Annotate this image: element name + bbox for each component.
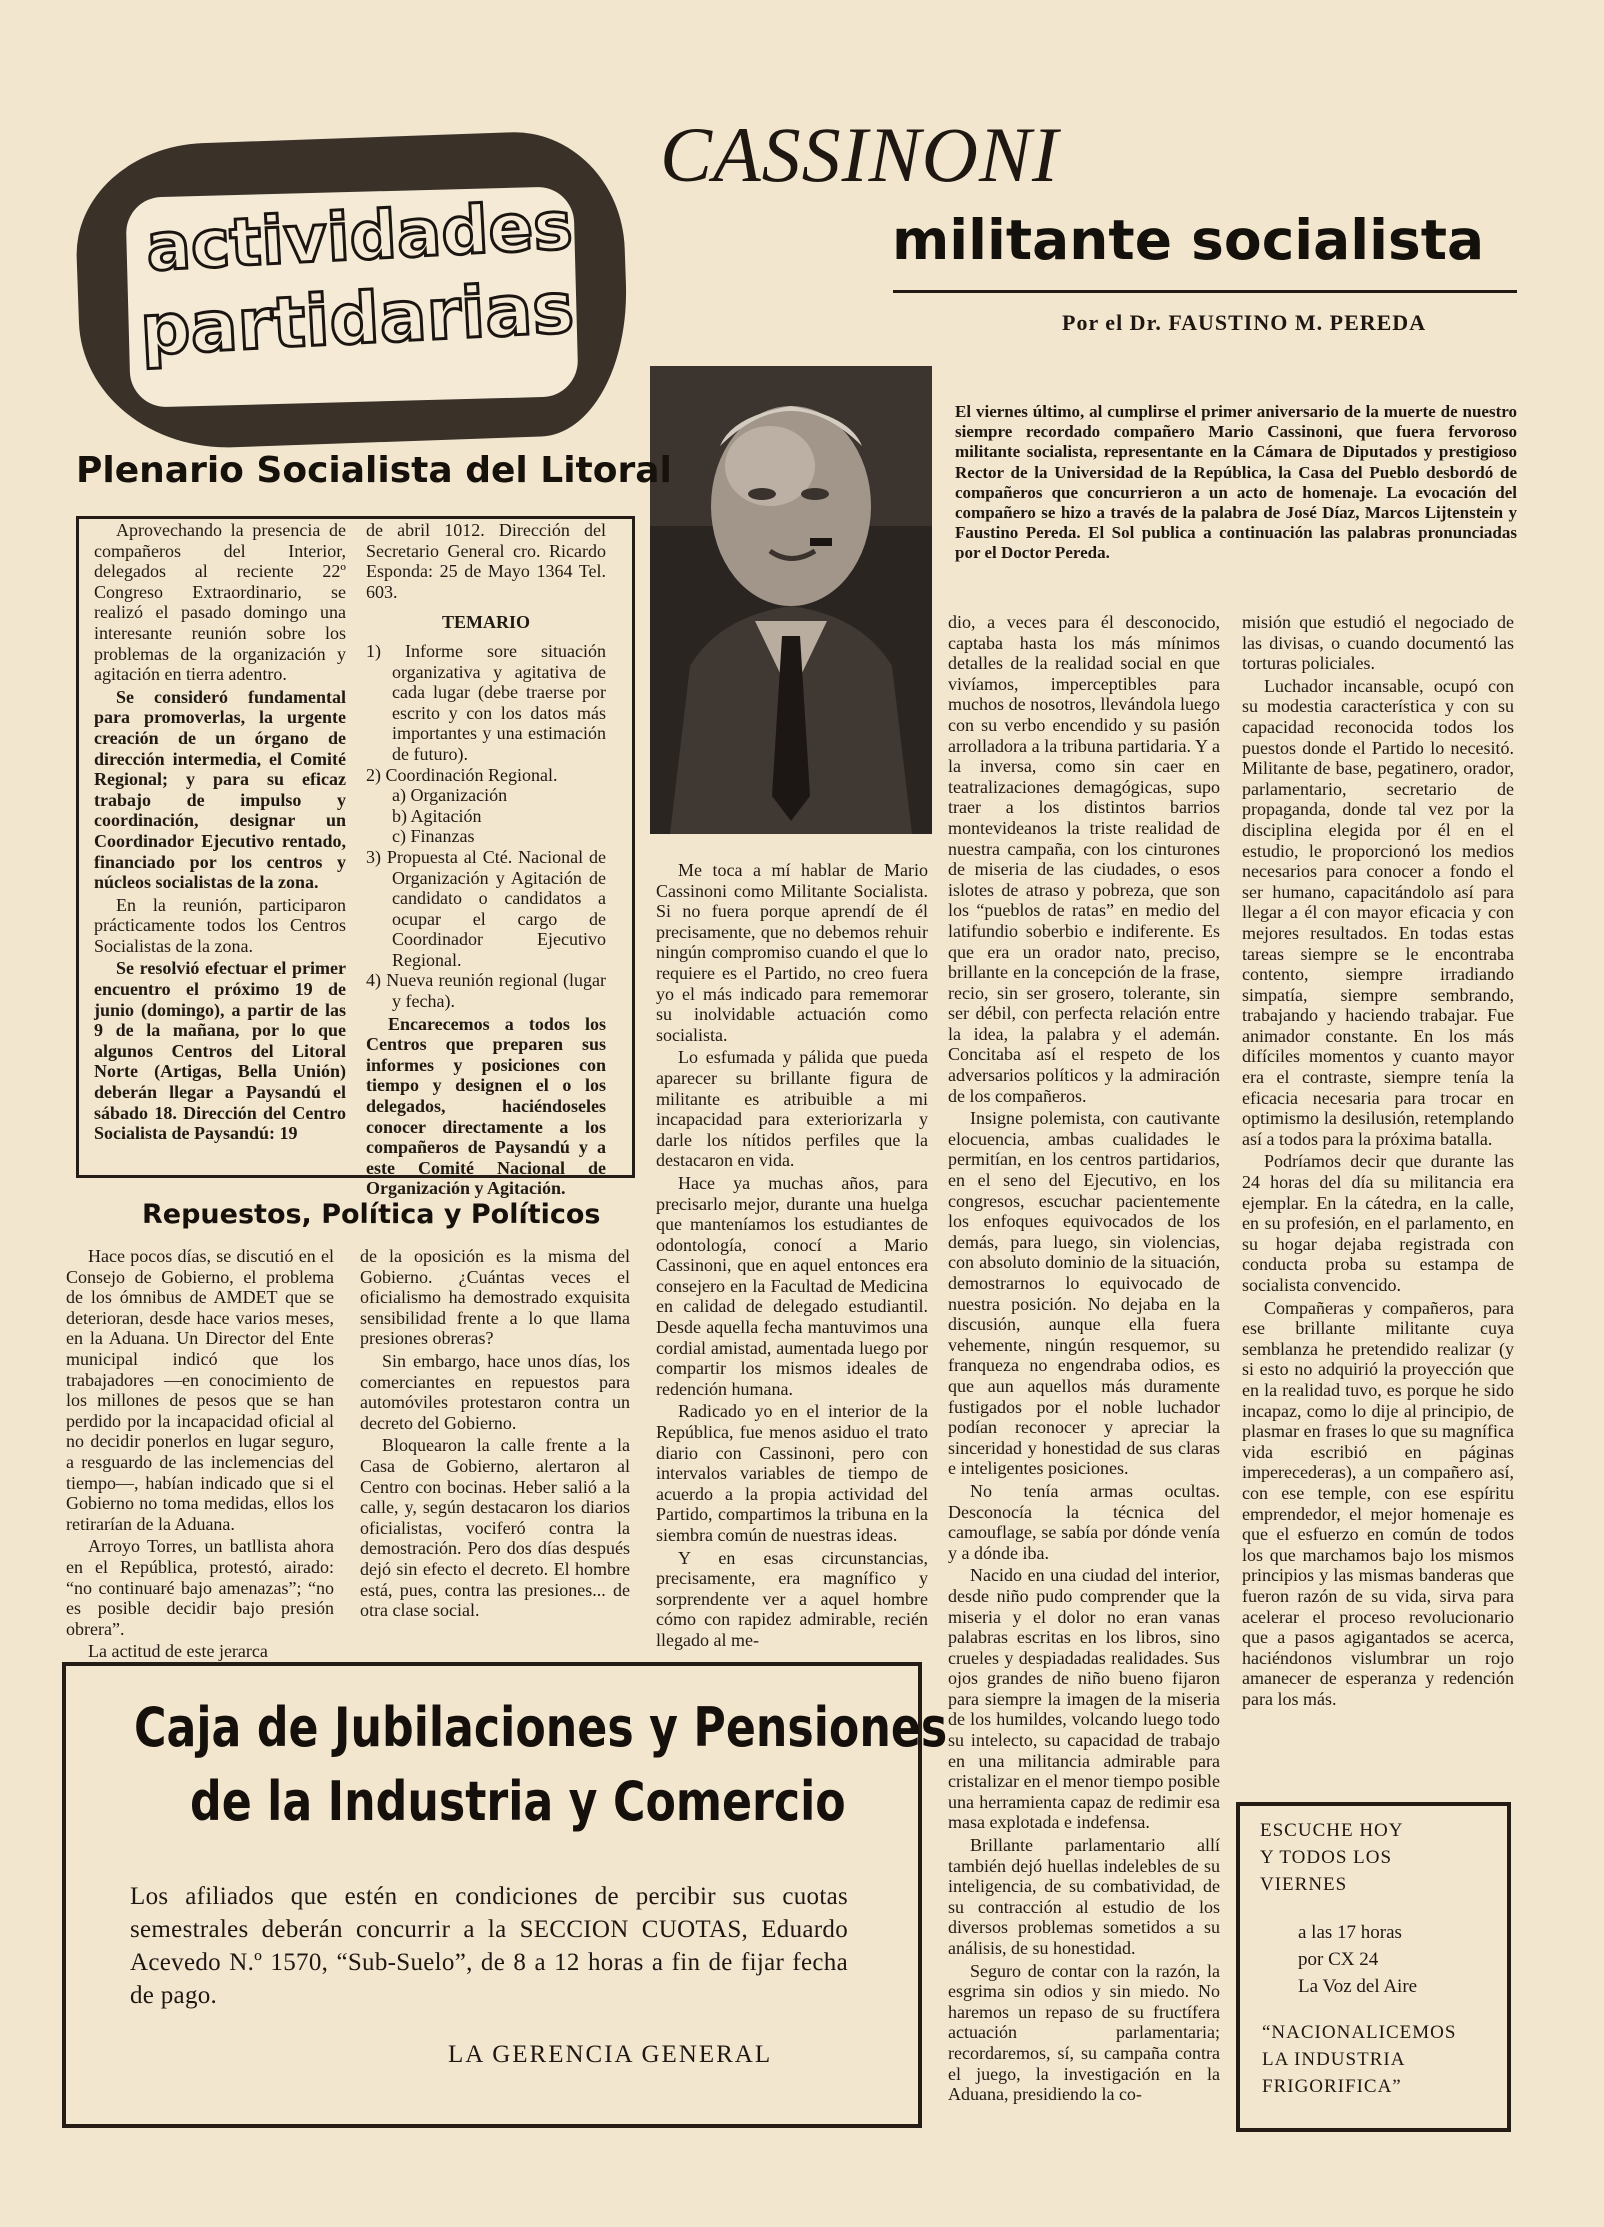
paragraph: Podríamos decir que durante las 24 horas del día su militancia era ejemplar. En la cátedra, en la calle, en su profesión, en el parlamento, en su hogar dejaba registrada con conducta proba su estampa de socialista convencido. [1242, 1151, 1514, 1295]
temario-subitem: a) Organización [392, 785, 508, 806]
temario-heading: TEMARIO [441, 612, 530, 633]
plenario-column-2 [366, 520, 606, 1201]
paragraph: En la reunión, participaron prácticamente todos los Centros Socialistas de la zona. [94, 894, 346, 956]
article-column-3 [1242, 612, 1514, 1711]
temario-subitem: c) Finanzas [392, 826, 475, 847]
paragraph: de la oposición es la misma del Gobierno. ¿Cuántas veces el oficialismo ha demostrado exquisita sensibilidad frente a lo que llama presiones obreras? [360, 1246, 630, 1349]
paragraph: Se resolvió efectuar el primer encuentro el próximo 19 de junio (domingo), a partir de las 9 de la mañana, por lo que algunos Centros del Litoral Norte (Artigas, Bella Unión) deberán llegar a Paysandú el sábado 18. Dirección del Centro Socialista de Paysandú: 19 [94, 958, 346, 1144]
paragraph: misión que estudió el negociado de las divisas, o cuando documentó las torturas policiales. [1242, 612, 1514, 674]
paragraph: Compañeras y compañeros, para ese brillante militante cuya semblanza he pretendido realizar (y si esto no adquirió la proyección que en la realidad tuvo, es porque he sido incapaz, como lo dije al principio, de plasmar en frases lo que su magnífica vida escribió en páginas imperecederas), a un compañero así, con ese temple, con ese espíritu emprendedor, el mejor homenaje es que el esfuerzo en común de todos los que marchamos bajo los mismos principios y las mismas banderas que fueron razón de su vida, sirva para acelerar el proceso revolucionario que a pasos agigantados se acerca, haciéndonos vislumbrar un rojo amanecer de esperanza y redención para los más. [1242, 1297, 1514, 1709]
paragraph: Sin embargo, hace unos días, los comerciantes en repuestos para automóviles protestaron contra un decreto del Gobierno. [360, 1350, 630, 1433]
temario-item: 4) Nueva reunión regional (lugar y fecha). [366, 970, 606, 1012]
repuestos-title: Repuestos, Política y Políticos [142, 1199, 601, 1230]
radio-time: a las 17 horas [1298, 1922, 1402, 1943]
temario-item: 3) Propuesta al Cté. Nacional de Organización y Agitación de candidato o candidatos a ocupar el cargo de Coordinador Ejecutivo Regional. [366, 846, 606, 970]
plenario-column-1 [94, 520, 346, 1146]
article-column-2 [948, 612, 1220, 2107]
paragraph: Arroyo Torres, un batllista ahora en el República, protestó, airado: “no continuaré bajo amenazas”; “no es posible decidir bajo presión obrera”. [66, 1536, 334, 1639]
caja-body: Los afiliados que estén en condiciones de percibir sus cuotas semestrales deberán concurrir a la SECCION CUOTAS, Eduardo Acevedo N.º 1570, “Sub-Suelo”, de 8 a 12 horas a fin de fijar fecha de pago. [130, 1883, 848, 2009]
radio-station: por CX 24 [1298, 1949, 1379, 1970]
plenario-title: Plenario Socialista del Litoral [76, 450, 672, 491]
paragraph: Se consideró fundamental para promoverlas, la urgente creación de un órgano de dirección intermedia, el Comité Regional; y para su eficaz trabajo de impulso y coordinación, designar un Coordinador Ejecutivo rentado, financiado por los centros y núcleos socialistas de la zona. [94, 686, 346, 893]
paragraph: Brillante parlamentario allí también dejó huellas indelebles de su inteligencia, de su combatividad, de su contracción al estudio de los diversos problemas sometidos a su análisis, de su honestidad. [948, 1835, 1220, 1958]
radio-name: La Voz del Aire [1298, 1976, 1418, 1997]
paragraph: Aprovechando la presencia de compañeros del Interior, delegados al reciente 22º Congreso Extraordinario, se realizó el pasado domingo una interesante reunión sobre los problemas de la organización y agitación en tierra adentro. [94, 520, 346, 685]
article-intro: El viernes último, al cumplirse el primer aniversario de la muerte de nuestro siempre recordado compañero Mario Cassinoni, que fuera fervoroso militante socialista, representante en la Cámara de Diputados y prestigioso Rector de la Universidad de la República, la Casa del Pueblo desbordó de compañeros que concurrieron a un acto de homenaje. La evocación del compañero se hizo a través de la palabra de José Díaz, Marcos Lijtenstein y Faustino Pereda. El Sol publica a continuación las palabras pronunciadas por el Doctor Pereda. [955, 402, 1517, 563]
temario-subitem: b) Agitación [392, 805, 482, 826]
article-column-1 [656, 860, 928, 1653]
caja-title-line1: Caja de Jubilaciones y Pensiones [134, 1696, 948, 1759]
radio-line-1: ESCUCHE HOY [1260, 1820, 1404, 1841]
paragraph: Nacido en una ciudad del interior, desde niño pudo comprender que la miseria y el dolor no eran vanas palabras escritas en los libros, sino crueles y despiadadas realidades. Sus ojos grandes de niño bueno fijaron para siempre la imagen de la miseria de los humildes, volcando luego todo su intelecto, su capacidad de trabajo en una militancia admirable para cristalizar en el menor tiempo posible una herramienta capaz de redimir esa masa explotada e indefensa. [948, 1565, 1220, 1833]
caja-title-line2: de la Industria y Comercio [190, 1770, 846, 1833]
paragraph: Encarecemos a todos los Centros que preparen sus informes y posiciones con tiempo y designen el o los delegados, haciéndoseles conocer directamente a los compañeros de Paysandú y a este Comité Nacional de Organización y Agitación. [366, 1013, 606, 1199]
paragraph: dio, a veces para él desconocido, captaba hasta los más mínimos detalles de la realidad social en que vivíamos, imperceptibles para muchos de nosotros, llevándola luego con su verbo encendido y su pasión arrolladora a la tribuna partidaria. Y a la inversa, como sin caer en teatralizaciones demagógicas, supo traer a los distintos barrios montevideanos la triste realidad de nuestra campaña, con los cinturones de miseria de las ciudades, o esos islotes de atraso y pobreza, que son los “pueblos de ratas” en medio del latifundio soberbio e indiferente. Es que era un orador nato, preciso, brillante en la concepción de la frase, recio, sin ser grosero, tolerante, sin ser débil, con perfecta relación entre la idea, la palabra y el ademán. Concitaba así el respeto de los adversarios políticos y la admiración de los compañeros. [948, 612, 1220, 1106]
temario-item: 1) Informe sore situación organizativa y agitativa de cada lugar (debe traerse por escrito y con los datos más importantes y una estimación de futuro). [366, 640, 606, 764]
headline-name: CASSINONI [660, 111, 1059, 198]
paragraph: Me toca a mí hablar de Mario Cassinoni como Militante Socialista. Si no fuera porque aprendí de él precisamente, que no debemos rehuir ningún compromiso cuando el que lo requiere es el Partido, no creo fuera yo el más indicado para rememorar su inolvidable actuación como socialista. [656, 860, 928, 1045]
repuestos-column-2 [360, 1246, 630, 1623]
paragraph: Luchador incansable, ocupó con su modestia característica y con su capacidad reconocida todos los puestos donde el Partido lo necesitó. Militante de base, pegatinero, orador, parlamentario, secretario de propaganda, donde tal vez por la disciplina elegida por él en el estudio, le proporcionó los medios necesarios para conocer a fondo el ser humano, capacitándolo así para llegar a él con mayor eficacia y con mejores resultados. En todas estas tareas siempre se le encontraba contento, siempre irradiando simpatía, siempre sembrando, trabajando y haciendo trabajar. Fue animador constante. En los más difíciles momentos y cuanto mayor era el contraste, siempre tenía la eficacia necesaria para trocar en optimismo la desilusión, retemplando así a todos para la próxima batalla. [1242, 675, 1514, 1149]
radio-line-3: VIERNES [1260, 1874, 1348, 1895]
headline-rule [893, 290, 1517, 293]
logo-word-partidarias: partidarias [138, 266, 576, 372]
paragraph: Bloquearon la calle frente a la Casa de Gobierno, alertaron al Centro con bocinas. Heber salió a la calle, y, según destacaron los diarios oficialistas, vociferó contra la demostración. Pero dos días después dejó sin efecto el decreto. El hombre está, pues, contra las presiones... de otra clase social. [360, 1435, 630, 1621]
paragraph: de abril 1012. Dirección del Secretario General cro. Ricardo Esponda: 25 de Mayo 1364 Tel. 603. [366, 520, 606, 602]
portrait-photo [650, 366, 932, 834]
portrait-illustration [650, 366, 932, 834]
byline: Por el Dr. FAUSTINO M. PEREDA [1062, 310, 1427, 335]
radio-slogan-1: “NACIONALICEMOS [1262, 2022, 1457, 2043]
radio-line-2: Y TODOS LOS [1260, 1847, 1393, 1868]
caja-signature: LA GERENCIA GENERAL [448, 2041, 773, 2068]
paragraph: Radicado yo en el interior de la República, fue menos asiduo el trato diario con Cassinoni, pero con intervalos variables de tiempo de acuerdo a la propia actividad del Partido, compartimos la tribuna en la siembra común de nuestras ideas. [656, 1401, 928, 1545]
paragraph: Y en esas circunstancias, precisamente, era magnífico y sorprendente ver a aquel hombre cómo con rapidez admirable, recién llegado al me- [656, 1547, 928, 1650]
temario-item: 2) Coordinación Regional. [366, 764, 558, 785]
paragraph: No tenía armas ocultas. Desconocía la técnica del camouflage, se sabía por dónde venía y a dónde iba. [948, 1480, 1220, 1563]
paragraph: Lo esfumada y pálida que pueda aparecer su brillante figura de militante es atribuible a mi incapacidad para exteriorizarla y darle los nítidos perfiles que la destacaron en vida. [656, 1047, 928, 1171]
paragraph: Insigne polemista, con cautivante elocuencia, ambas cualidades le permitían, en los centros partidarios, en el seno del Ejecutivo, en los congresos, escuchar pacientemente los enfoques equivocados de los demás, para luego, sin violencias, con absoluto dominio de la situación, demostrarnos lo equivocado de nuestra posición. No dejaba en la discusión, aunque ella fuera vehemente, ningún resquemor, su franqueza no engendraba odios, es que aun aquellos más duramente fustigados por el noble luchador podían reconocer y apreciar la sinceridad y honestidad de sus claras e inteligentes posiciones. [948, 1108, 1220, 1479]
paragraph: Hace ya muchas años, para precisarlo mejor, durante una huelga que manteníamos los estudiantes de odontología, conocí a Mario Cassinoni, que en aquel entonces era consejero en la Facultad de Medicina en calidad de delegado estudiantil. Desde aquella fecha mantuvimos una cordial amistad, aumentada luego por compartir los mismos ideales de redención humana. [656, 1172, 928, 1399]
logo-word-actividades: actividades [144, 186, 575, 287]
repuestos-column-1 [66, 1246, 334, 1664]
paragraph: La actitud de este jerarca [88, 1641, 268, 1662]
headline-subtitle: militante socialista [892, 208, 1485, 272]
radio-slogan-3: FRIGORIFICA” [1262, 2076, 1402, 2097]
radio-slogan-2: LA INDUSTRIA [1262, 2049, 1406, 2070]
paragraph: Seguro de contar con la razón, la esgrima sin odios y sin miedo. No haremos un repaso de su fructífera actuación parlamentaria; recordaremos, sí, su campaña contra el juego, la investigación en la Aduana, presidiendo la co- [948, 1960, 1220, 2105]
paragraph: Hace pocos días, se discutió en el Consejo de Gobierno, el problema de los ómnibus de AMDET que se deterioran, desde hace varios meses, en la Aduana. Un Director del Ente municipal indicó que los trabajadores —en conocimiento de los millones de pesos que se han perdido por la incapacidad oficial al no decidir ponerlos en lugar seguro, a resguardo de las inclemencias del tiempo—, habían indicado que si el Gobierno no toma medidas, ellos los retirarían de la Aduana. [66, 1246, 334, 1534]
